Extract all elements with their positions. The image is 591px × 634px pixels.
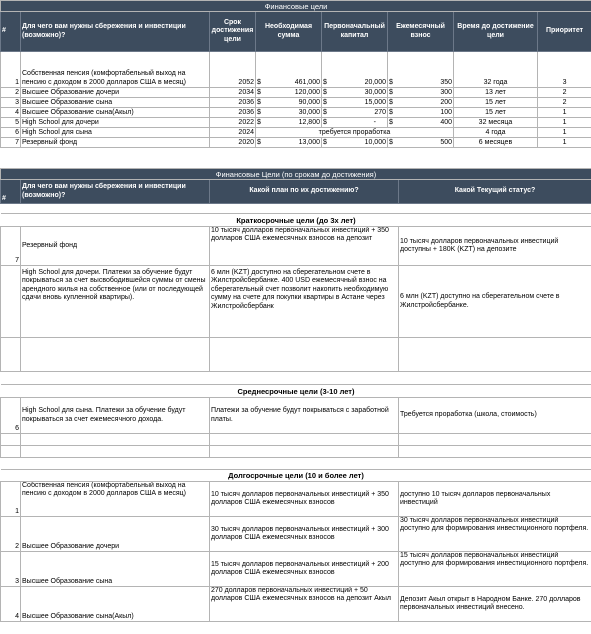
year-cell: 2020 bbox=[210, 138, 256, 148]
amount-cell bbox=[256, 118, 322, 128]
currency-sign: $ bbox=[323, 138, 327, 146]
plan-cell: 10 тысяч долларов первоначальных инвестиций + 350 долларов США ежемесячных взносов на депозит bbox=[210, 227, 399, 266]
time-cell: 4 года bbox=[454, 128, 538, 138]
year-cell: 2024 bbox=[210, 128, 256, 138]
note-cell: требуется проработка bbox=[256, 128, 454, 138]
currency-sign: $ bbox=[389, 138, 393, 146]
priority-cell: 2 bbox=[538, 88, 591, 98]
status-cell: Депозит Акыл открыт в Народном Банке. 270 долларов первоначальных инвестиций внесено. bbox=[399, 587, 591, 622]
row-number: 3 bbox=[1, 552, 21, 587]
status-cell: 30 тысяч долларов первоначальных инвестиций доступно для формирования инвестиционного портфеля. bbox=[399, 517, 591, 552]
plan-row bbox=[1, 398, 591, 434]
header-goal: Для чего вам нужны сбережения и инвестиции (возможно)? bbox=[21, 180, 210, 204]
initial-cell bbox=[322, 52, 388, 88]
goal-cell: High School для дочери bbox=[21, 118, 210, 128]
currency-sign: $ bbox=[323, 78, 327, 86]
goal-cell: High School для сына bbox=[21, 128, 210, 138]
amount-cell bbox=[256, 88, 322, 98]
currency-sign: $ bbox=[389, 118, 393, 126]
monthly-value: 300 bbox=[440, 88, 452, 96]
status-cell: 6 млн (KZT) доступно на сберегательном счете в Жилстройсбербанке. bbox=[399, 266, 591, 338]
goal-cell: Высшее Образование сына bbox=[21, 552, 210, 587]
initial-value: 15,000 bbox=[364, 98, 386, 106]
currency-sign: $ bbox=[257, 108, 261, 116]
summary-row bbox=[1, 138, 591, 148]
section-title-short: Краткосрочные цели (до 3х лет) bbox=[1, 214, 591, 227]
section-spacer bbox=[1, 372, 591, 385]
summary-row bbox=[1, 52, 591, 88]
summary-row bbox=[1, 108, 591, 118]
plan-cell: 15 тысяч долларов первоначальных инвестиций + 200 долларов США ежемесячных взносов bbox=[210, 552, 399, 587]
year-cell: 2034 bbox=[210, 88, 256, 98]
empty-row bbox=[1, 446, 591, 458]
summary-table bbox=[0, 0, 591, 148]
goal-cell: Высшее Образование дочери bbox=[21, 517, 210, 552]
priority-cell: 1 bbox=[538, 108, 591, 118]
plan-row bbox=[1, 227, 591, 266]
monthly-cell bbox=[388, 108, 454, 118]
amount-cell bbox=[256, 52, 322, 88]
monthly-value: 200 bbox=[440, 98, 452, 106]
summary-row bbox=[1, 98, 591, 108]
header-priority: Приоритет bbox=[538, 12, 591, 52]
summary-title: Финансовые цели bbox=[1, 1, 591, 12]
amount-value: 12,800 bbox=[298, 118, 320, 126]
initial-value: 20,000 bbox=[364, 78, 386, 86]
empty-row bbox=[1, 338, 591, 372]
summary-row bbox=[1, 118, 591, 128]
amount-value: 90,000 bbox=[298, 98, 320, 106]
row-number: 7 bbox=[1, 227, 21, 266]
priority-cell: 1 bbox=[538, 138, 591, 148]
year-cell: 2036 bbox=[210, 98, 256, 108]
goal-cell: Высшее Образование сына(Акыл) bbox=[21, 587, 210, 622]
plan-cell: 10 тысяч долларов первоначальных инвестиций + 350 долларов США ежемесячных взносов bbox=[210, 482, 399, 517]
goal-cell: High School для дочери. Платежи за обучение будут покрываться за счет высвободившейся суммы от смены арендного жилья на собственное (или от последующей сдачи вновь купленной квартиры). bbox=[21, 266, 210, 338]
currency-sign: $ bbox=[323, 118, 327, 126]
currency-sign: $ bbox=[257, 98, 261, 106]
header-year: Срок достижения цели bbox=[210, 12, 256, 52]
header-amount: Необходимая сумма bbox=[256, 12, 322, 52]
goal-cell: Собственная пенсия (комфортабельный выход на пенсию с доходом в 2000 долларов США в месяц) bbox=[21, 482, 210, 517]
plan-cell: Платежи за обучение будут покрываться с заработной платы. bbox=[210, 398, 399, 434]
plan-title: Финансовые Цели (по срокам до достижения) bbox=[1, 169, 591, 180]
time-cell: 6 месяцев bbox=[454, 138, 538, 148]
plan-table bbox=[0, 168, 591, 622]
initial-cell bbox=[322, 98, 388, 108]
priority-cell: 1 bbox=[538, 128, 591, 138]
monthly-value: 350 bbox=[440, 78, 452, 86]
currency-sign: $ bbox=[257, 138, 261, 146]
initial-value: 30,000 bbox=[364, 88, 386, 96]
section-title-long: Долгосрочные цели (10 и более лет) bbox=[1, 470, 591, 482]
plan-row bbox=[1, 517, 591, 552]
monthly-value: 400 bbox=[440, 118, 452, 126]
amount-cell bbox=[256, 98, 322, 108]
initial-value: 10,000 bbox=[364, 138, 386, 146]
plan-row bbox=[1, 482, 591, 517]
goal-cell: Резервный фонд bbox=[21, 227, 210, 266]
row-number: 4 bbox=[1, 587, 21, 622]
monthly-cell bbox=[388, 98, 454, 108]
header-time: Время до достижение цели bbox=[454, 12, 538, 52]
header-plan: Какой план по их достижению? bbox=[210, 180, 399, 204]
initial-value: 270 bbox=[374, 108, 386, 116]
status-cell: Требуется проработка (школа, стоимость) bbox=[399, 398, 591, 434]
amount-value: 30,000 bbox=[298, 108, 320, 116]
goal-cell: Высшее Образование сына(Акыл) bbox=[21, 108, 210, 118]
goal-cell: Высшее Образование сына bbox=[21, 98, 210, 108]
status-cell: доступно 10 тысяч долларов первоначальных инвестиций bbox=[399, 482, 591, 517]
year-cell: 2022 bbox=[210, 118, 256, 128]
currency-sign: $ bbox=[323, 108, 327, 116]
goal-cell: Резервный фонд bbox=[21, 138, 210, 148]
initial-cell bbox=[322, 138, 388, 148]
plan-cell: 30 тысяч долларов первоначальных инвестиций + 300 долларов США ежемесячных взносов bbox=[210, 517, 399, 552]
initial-cell bbox=[322, 108, 388, 118]
currency-sign: $ bbox=[389, 98, 393, 106]
row-number: 2 bbox=[1, 88, 21, 98]
row-number bbox=[1, 266, 21, 338]
time-cell: 32 месяца bbox=[454, 118, 538, 128]
row-number: 4 bbox=[1, 108, 21, 118]
amount-cell bbox=[256, 138, 322, 148]
plan-cell: 6 млн (KZT) доступно на сберегательном счете в Жилстройсбербанке. 400 USD ежемесячный взнос на сберегательный счет позволит накопить необходимую сумму на счете для покупки квартиры в Астане через Жилстройсбербанк bbox=[210, 266, 399, 338]
initial-cell bbox=[322, 118, 388, 128]
header-num: # bbox=[1, 180, 21, 204]
amount-value: 13,000 bbox=[298, 138, 320, 146]
initial-cell bbox=[322, 88, 388, 98]
header-monthly: Ежемесячный взнос bbox=[388, 12, 454, 52]
summary-row bbox=[1, 88, 591, 98]
plan-row bbox=[1, 552, 591, 587]
currency-sign: $ bbox=[257, 78, 261, 86]
priority-cell: 2 bbox=[538, 98, 591, 108]
section-title-medium: Среднесрочные цели (3-10 лет) bbox=[1, 385, 591, 398]
time-cell: 32 года bbox=[454, 52, 538, 88]
row-number: 5 bbox=[1, 118, 21, 128]
goal-cell: Собственная пенсия (комфортабельный выход на пенсию с доходом в 2000 долларов США в месяц) bbox=[21, 52, 210, 88]
plan-row bbox=[1, 587, 591, 622]
currency-sign: $ bbox=[389, 108, 393, 116]
currency-sign: $ bbox=[257, 88, 261, 96]
header-initial: Первоначальный капитал bbox=[322, 12, 388, 52]
row-number: 1 bbox=[1, 52, 21, 88]
goal-cell: Высшее Образование дочери bbox=[21, 88, 210, 98]
monthly-cell bbox=[388, 118, 454, 128]
row-number: 6 bbox=[1, 398, 21, 434]
priority-cell: 1 bbox=[538, 118, 591, 128]
time-cell: 15 лет bbox=[454, 108, 538, 118]
row-number: 3 bbox=[1, 98, 21, 108]
section-spacer bbox=[1, 204, 591, 214]
row-number: 2 bbox=[1, 517, 21, 552]
summary-row bbox=[1, 128, 591, 138]
status-cell: 10 тысяч долларов первоначальных инвестиций доступны + 180K (KZT) на депозите bbox=[399, 227, 591, 266]
monthly-cell bbox=[388, 138, 454, 148]
row-number: 1 bbox=[1, 482, 21, 517]
header-num: # bbox=[1, 12, 21, 52]
currency-sign: $ bbox=[323, 98, 327, 106]
monthly-cell bbox=[388, 88, 454, 98]
currency-sign: $ bbox=[389, 78, 393, 86]
header-goal: Для чего вам нужны сбережения и инвестиции (возможно)? bbox=[21, 12, 210, 52]
row-number: 6 bbox=[1, 128, 21, 138]
plan-cell: 270 долларов первоначальных инвестиций + 50 долларов США ежемесячных взносов на депозит Акыл bbox=[210, 587, 399, 622]
currency-sign: $ bbox=[389, 88, 393, 96]
amount-value: 461,000 bbox=[294, 78, 320, 86]
plan-row bbox=[1, 266, 591, 338]
time-cell: 13 лет bbox=[454, 88, 538, 98]
header-status: Какой Текущий статус? bbox=[399, 180, 591, 204]
monthly-value: 500 bbox=[440, 138, 452, 146]
section-spacer bbox=[1, 458, 591, 470]
row-number: 7 bbox=[1, 138, 21, 148]
goal-cell: High School для сына. Платежи за обучение будут покрываться за счет ежемесячного дохода. bbox=[21, 398, 210, 434]
year-cell: 2052 bbox=[210, 52, 256, 88]
monthly-cell bbox=[388, 52, 454, 88]
time-cell: 15 лет bbox=[454, 98, 538, 108]
year-cell: 2036 bbox=[210, 108, 256, 118]
monthly-value: 100 bbox=[440, 108, 452, 116]
amount-cell bbox=[256, 108, 322, 118]
empty-row bbox=[1, 434, 591, 446]
currency-sign: $ bbox=[257, 118, 261, 126]
priority-cell: 3 bbox=[538, 52, 591, 88]
initial-value: - bbox=[373, 118, 376, 126]
status-cell: 15 тысяч долларов первоначальных инвестиций доступно для формирования инвестиционного портфеля. bbox=[399, 552, 591, 587]
currency-sign: $ bbox=[323, 88, 327, 96]
amount-value: 120,000 bbox=[294, 88, 320, 96]
